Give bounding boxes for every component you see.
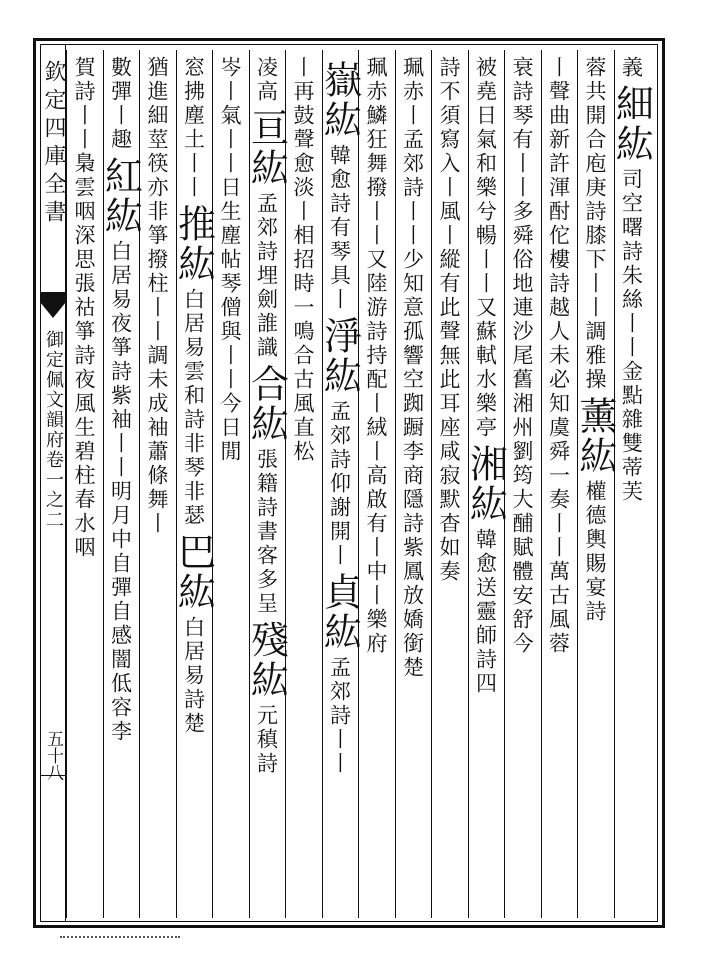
column-text [463,56,508,696]
entry-text: 蓉共開合庖庚詩膝下丨丨調雅操 [583,56,607,392]
entry-text: 白居易夜箏詩紫袖丨丨明月中自彈自感闇低容李 [108,240,133,744]
entry-text: 張籍詩書客多呈 [254,448,279,616]
entry-text: 亦非箏撥柱丨丨調未成 [145,176,169,416]
entry-heading: 亘紘 [244,108,289,188]
entry-text: 今日閒 [218,392,242,464]
column-text [609,56,654,504]
entry-text: 義 [619,56,644,80]
entry-text: 數彈丨趣 [108,56,133,152]
page-number: 五十八 [43,730,63,781]
column-text [244,56,289,776]
entry-text: 丨相招時一鳴 [291,200,315,344]
text-column [139,50,176,918]
text-column [212,50,249,918]
entry-text: 袖蕭條舞丨 [145,416,169,536]
column-text [546,56,572,656]
entry-heading: 貞紘 [317,572,362,652]
entry-text: 被堯日氣和樂兮暢丨丨又蘇軾水樂亭 [473,56,498,440]
entry-heading: 薰紘 [573,396,617,476]
entry-text: 孟郊詩仰謝開丨 [327,400,352,568]
entry-text: 賀詩丨丨梟雲咽深思張祜箏詩夜風生碧柱春水咽 [72,56,96,560]
entry-heading: 合紘 [244,364,289,444]
text-column [244,50,289,918]
entry-text: 猶進細莖筷 [145,56,169,176]
entry-heading: 紅紘 [98,156,143,236]
column-text [400,56,426,680]
fish-tail-mark [40,298,66,324]
text-column [541,50,578,918]
entry-text: 帖琴僧與丨丨 [218,248,242,392]
entry-heading: 淨紘 [317,316,362,396]
entry-text: 韓愈詩有琴具丨 [327,144,352,312]
entry-text: 珮赤丨孟郊詩丨丨少知意孤響空踟蹰李商隱詩紫鳳放嬌銜楚 [400,56,425,680]
column-text [217,56,243,464]
column-text [290,56,316,464]
column-text [363,56,389,656]
entry-heading: 巴紘 [171,532,216,612]
entry-heading: 嶽紘 [317,60,362,140]
entry-heading: 細紘 [609,84,654,164]
entry-text: 白居易雲和詩非琴非瑟 [181,288,206,528]
entry-text: 孟郊詩丨丨 [327,656,352,776]
entry-text: 白居易詩楚 [181,616,206,736]
column-text [509,56,535,656]
entry-text: 權德輿賜宴詩 [583,480,607,624]
book-title: 御定佩文韻府卷一之二 [43,330,64,530]
text-column [395,50,432,918]
column-text [71,56,97,560]
entry-text: 凌高 [254,56,279,104]
text-column [609,50,654,918]
entry-text: 丨聲曲新許渾酎佗樓詩越人未必知虞舜一奏丨丨萬古風蓉 [546,56,571,656]
entry-heading: 推紘 [171,204,216,284]
column-text [573,56,617,624]
entry-text: 孟郊詩埋劍誰識 [254,192,279,360]
entry-text: 司空曙詩朱絲丨丨金點雜雙蒂芙 [619,168,644,504]
entry-text: 元稹詩 [254,704,279,776]
entry-text: 珮赤鱗狂舞撥丨丨又陸游詩持配丨絨丨高啟有丨中丨樂府 [364,56,388,656]
entry-text: 合古風直松 [291,344,315,464]
entry-text: 韓愈送靈師詩四 [473,528,498,696]
text-column [98,50,143,918]
entry-text: 衰詩琴有丨丨多舜俗地連沙尾舊湘州劉筠大酺賦體安舒今 [510,56,534,656]
text-column [171,50,216,918]
footer-mark [60,936,180,940]
text-column [358,50,395,918]
column-text [317,56,362,776]
text-column [285,50,322,918]
text-column [66,50,103,918]
entry-heading: 殘紘 [244,620,289,700]
entry-heading: 湘紘 [463,444,508,524]
text-column [317,50,362,918]
text-column [573,50,617,918]
text-column [431,50,468,918]
series-title: 欽定四庫全書 [41,60,66,228]
column-text [171,56,216,736]
column-text [98,56,143,744]
text-column [463,50,508,918]
entry-text: 詩不須寫入丨風丨縱有此聲無此耳 [437,56,461,416]
entry-text: 座咸寂默杳如奏 [437,416,461,584]
entry-text: 窓拂塵土丨丨 [181,56,206,200]
text-column [504,50,541,918]
column-text [436,56,462,584]
entry-text: 丨再鼓聲愈淡 [291,56,315,200]
column-text [144,56,170,536]
entry-text: 岑丨氣丨丨日生塵 [218,56,242,248]
